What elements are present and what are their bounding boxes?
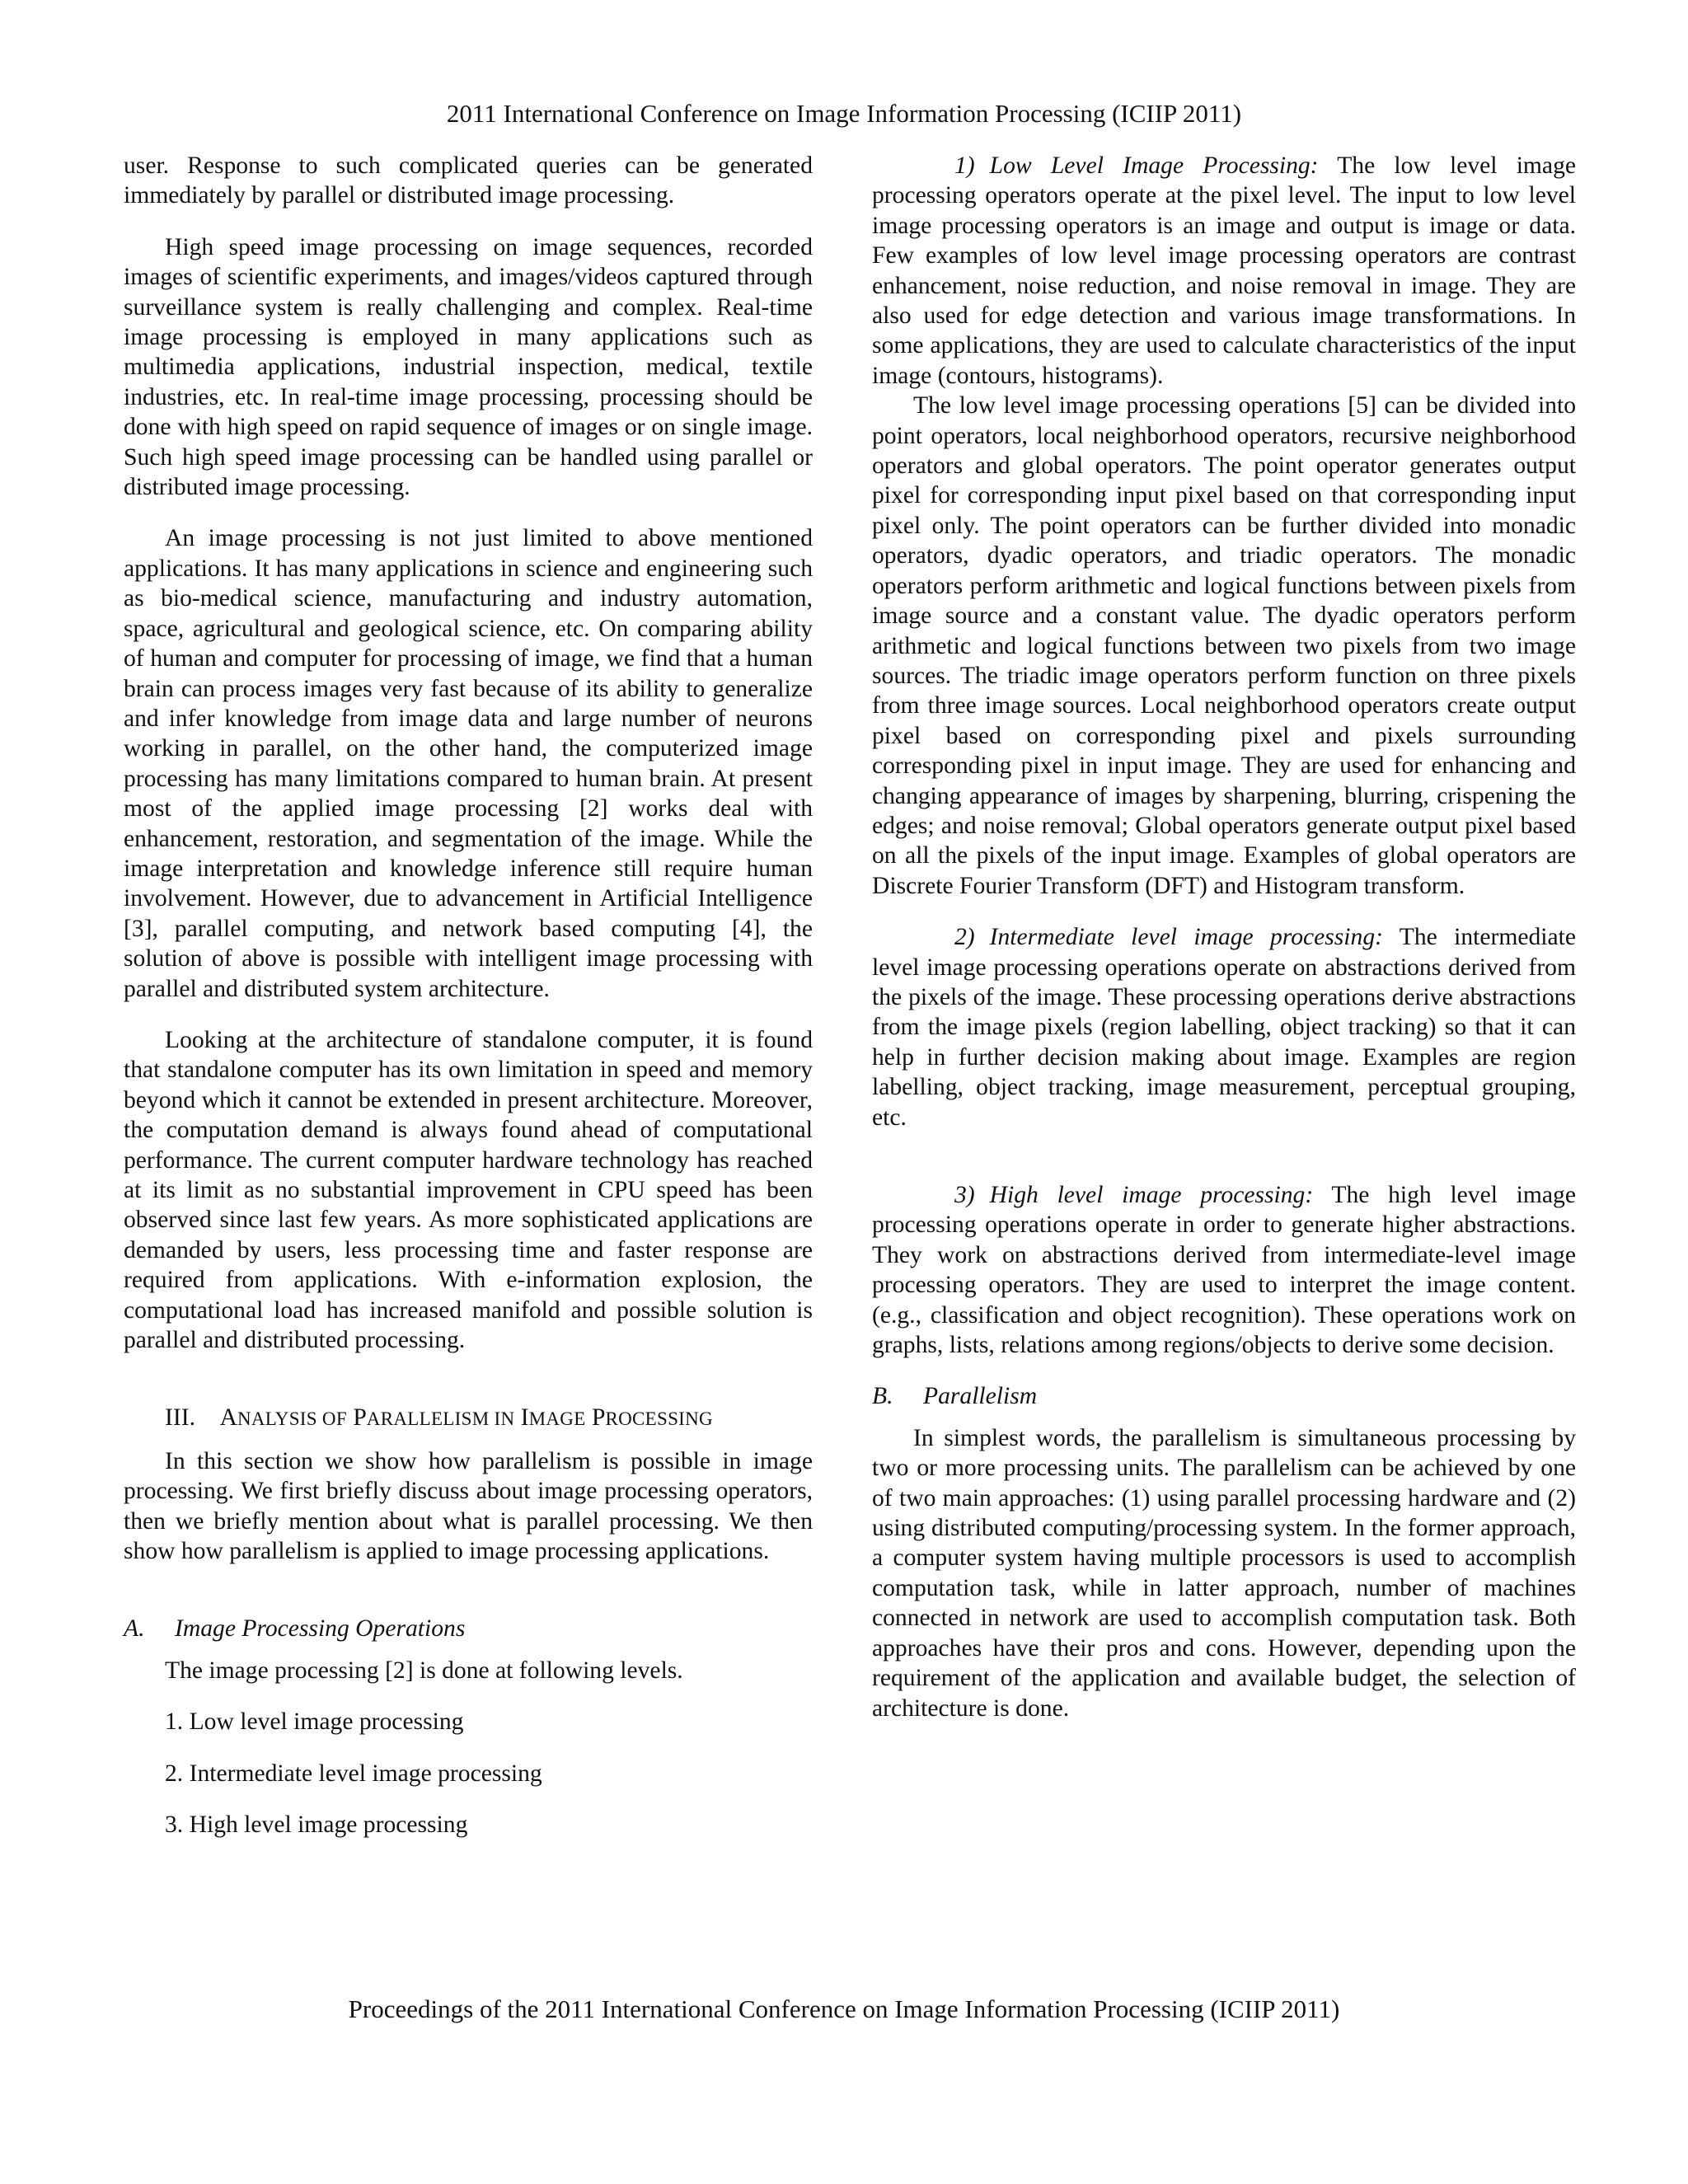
section-title-rest: NALYSIS OF: [237, 1408, 347, 1430]
subsection-letter: A.: [124, 1615, 145, 1643]
section-title-rest: ARALLELISM IN: [366, 1408, 515, 1430]
paragraph: An image processing is not just limited to above mentioned applications. It has many applications in science and engineering such as bio-medical science, manufacturing and industry automation, space, agricultural and geological science, etc. On comparing ability of human and computer for processing of image, we find that a human brain can process images very fast because of its ability to generalize and infer knowledge from image data and large number of neurons working in parallel, on the other hand, the computerized image processing has many limitations compared to human brain. At present most of the applied image processing [2] works deal with enhancement, restoration, and segmentation of the image. While the image interpretation and knowledge inference still require human involvement. However, due to advancement in Artificial Intelligence [3], parallel computing, and network based computing [4], the solution of above is possible with intelligent image processing with parallel and distributed system architecture.: [124, 525, 813, 1002]
inline-heading-number: 3): [954, 1182, 975, 1208]
section-title-rest: ROCESSING: [605, 1408, 713, 1430]
running-footer: Proceedings of the 2011 International Conference on Image Information Processing (ICIIP 2011): [348, 1994, 1340, 2023]
inline-heading: [913, 924, 1383, 950]
paragraph: [872, 1180, 1576, 1360]
paragraph: The low level image processing operations [5] can be divided into point operators, local neighborhood operators, recursive neighborhood operators and global operators. The point operator generates output pixel for corresponding input pixel based on that corresponding input pixel only. The point operators can be further divided into monadic operators, dyadic operators, and triadic operators. The monadic operators perform arithmetic and logical functions between pixels from image source and a constant value. The dyadic operators perform arithmetic and logical functions between two pixels from two image sources. The triadic image operators perform function on three pixels from three image sources. Local neighborhood operators create output pixel based on corresponding pixel and pixels surrounding corresponding pixel in input image. They are used for enhancing and changing appearance of images by sharpening, blurring, crispening the edges; and noise removal; Global operators generate output pixel based on all the pixels of the input image. Examples of global operators are Discrete Fourier Transform (DFT) and Histogram transform.: [872, 392, 1576, 899]
section-heading: [124, 1403, 813, 1434]
inline-heading: [913, 152, 1319, 179]
inline-heading-number: 1): [954, 152, 975, 179]
right-column: [872, 151, 1576, 1723]
paragraph: [872, 922, 1576, 1132]
paragraph-text: The intermediate level image processing operations operate on abstractions derived from the pixels of the image. These processing operations derive abstractions from the image pixels (region labelling, object tracking) so that it can help in further decision making about image. Examples are region labelling, object tracking, image measurement, perceptual grouping, etc.: [872, 924, 1576, 1131]
paragraph: user. Response to such complicated queries can be generated immediately by parallel or distributed image processing.: [124, 152, 813, 209]
list-item: 3. High level image processing: [165, 1811, 468, 1839]
subsection-title: Parallelism: [923, 1383, 1038, 1410]
paragraph: In this section we show how parallelism is possible in image processing. We first briefly discuss about image processing operators, then we briefly mention about what is parallel processing. We then show how parallelism is applied to image processing applications.: [124, 1447, 813, 1565]
paragraph: [872, 151, 1576, 391]
paragraph: In simplest words, the parallelism is simultaneous processing by two or more processing units. The parallelism can be achieved by one of two main approaches: (1) using parallel processing hardware and (2) using distributed computing/processing system. In the former approach, a computer system having multiple processors is used to accomplish computation task, while in latter approach, number of machines connected in network are used to accomplish computation task. Both approaches have their pros and cons. However, depending upon the requirement of the application and available budget, the selection of architecture is done.: [872, 1424, 1576, 1722]
left-column: [124, 151, 813, 1840]
inline-heading-number: 2): [954, 924, 975, 951]
paragraph-text: The low level image processing operators operate at the pixel level. The input to low level image processing operators is an image and output is image or data. Few examples of low level image processing operators are contrast enhancement, noise reduction, and noise removal in image. They are also used for edge detection and various image transformations. In some applications, they are used to calculate characteristics of the input image (contours, histograms).: [872, 152, 1577, 389]
section-title-cap: P: [591, 1404, 606, 1432]
subsection-heading: [872, 1381, 1576, 1411]
paragraph: High speed image processing on image sequences, recorded images of scientific experiments, and images/videos captured through surveillance system is really challenging and complex. Real-time image processing is employed in many applications such as multimedia applications, industrial inspection, medical, textile industries, etc. In real-time image processing, processing should be done with high speed on rapid sequence of images or on single image. Such high speed image processing can be handled using parallel or distributed image processing.: [124, 233, 813, 501]
inline-heading-text: High level image processing:: [989, 1182, 1314, 1208]
section-title-rest: MAGE: [528, 1408, 586, 1430]
subsection-letter: B.: [872, 1383, 893, 1410]
subsection-title: Image Processing Operations: [175, 1615, 466, 1643]
section-title-cap: P: [353, 1404, 367, 1432]
inline-heading-text: Intermediate level image processing:: [989, 924, 1383, 951]
list-item: 1. Low level image processing: [165, 1708, 464, 1736]
inline-heading: [913, 1182, 1313, 1208]
running-header: 2011 International Conference on Image Information Processing (ICIIP 2011): [446, 99, 1242, 128]
subsection-heading: [124, 1614, 813, 1643]
list-item: 2. Intermediate level image processing: [165, 1760, 542, 1787]
paragraph: The image processing [2] is done at following levels.: [165, 1657, 683, 1684]
paragraph: Looking at the architecture of standalone computer, it is found that standalone computer has its own limitation in speed and memory beyond which it cannot be extended in present architecture. Moreover, the computation demand is always found ahead of computational performance. The current computer hardware technology has reached at its limit as no substantial improvement in CPU speed has been observed since last few years. As more sophisticated applications are demanded by users, less processing time and faster response are required from applications. With e-information explosion, the computational load has increased manifold and possible solution is parallel and distributed processing.: [124, 1026, 813, 1354]
section-title-cap: A: [219, 1404, 237, 1432]
section-title-cap: I: [520, 1404, 529, 1432]
section-numeral: III.: [165, 1404, 195, 1432]
paragraph-text: The high level image processing operations operate in order to generate higher abstractions. They work on abstractions derived from intermediate-level image processing operators. They are used to interpret the image content. (e.g., classification and object recognition). These operations work on graphs, lists, relations among regions/objects to derive some decision.: [872, 1182, 1576, 1359]
inline-heading-text: Low Level Image Processing:: [989, 152, 1319, 179]
